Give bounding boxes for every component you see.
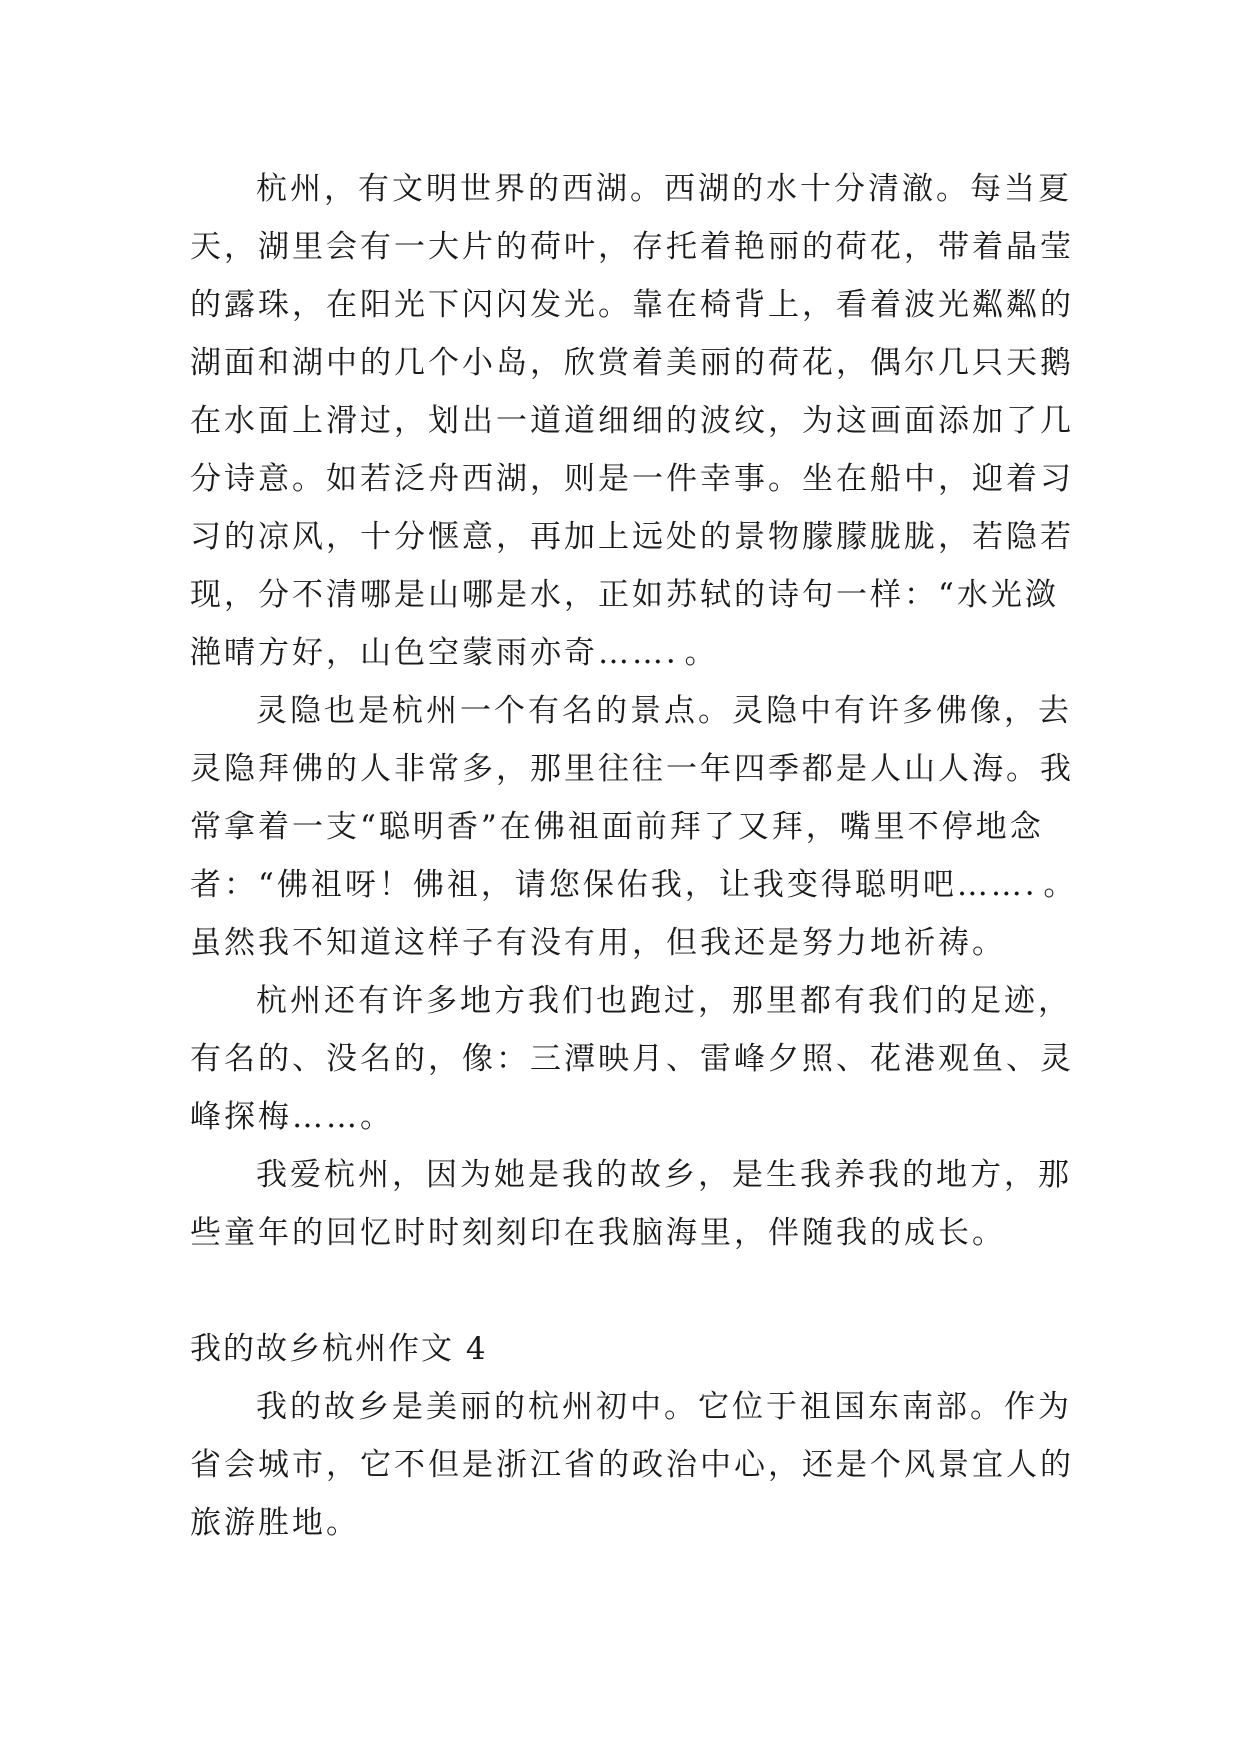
- paragraph-lingyin: [190, 682, 1078, 972]
- paragraph-love-hangzhou: [190, 1146, 1072, 1262]
- paragraph-line: 我爱杭州，因为她是我的故乡，是生我养我的地方，那: [256, 1157, 1072, 1193]
- document-page: [190, 160, 1078, 1552]
- paragraph-line: 滟晴方好，山色空蒙雨亦奇……．。: [190, 635, 719, 671]
- paragraph-line: 常拿着一支“聪明香”在佛祖面前拜了又拜，嘴里不停地念: [190, 809, 1044, 845]
- paragraph-line: 杭州，有文明世界的西湖。西湖的水十分清澈。每当夏: [256, 171, 1072, 207]
- paragraph-line: 峰探梅……。: [190, 1099, 394, 1135]
- paragraph-line: 有名的、没名的，像：三潭映月、雷峰夕照、花港观鱼、灵: [190, 1041, 1074, 1077]
- paragraph-line: 我的故乡是美丽的杭州初中。它位于祖国东南部。作为: [256, 1389, 1072, 1425]
- paragraph-essay-4-intro: [190, 1378, 1074, 1552]
- paragraph-line: 杭州还有许多地方我们也跑过，那里都有我们的足迹，: [256, 983, 1072, 1019]
- paragraph-line: 现，分不清哪是山哪是水，正如苏轼的诗句一样：“水光潋: [190, 577, 1059, 613]
- paragraph-line: 旅游胜地。: [190, 1505, 360, 1541]
- paragraph-line: 湖面和湖中的几个小岛，欣赏着美丽的荷花，偶尔几只天鹅: [190, 345, 1074, 381]
- section-heading: 我的故乡杭州作文 4: [190, 1331, 488, 1367]
- paragraph-line: 灵隐拜佛的人非常多，那里往往一年四季都是人山人海。我: [190, 751, 1074, 787]
- paragraph-line: 分诗意。如若泛舟西湖，则是一件幸事。坐在船中，迎着习: [190, 461, 1074, 497]
- paragraph-west-lake: [190, 160, 1074, 682]
- paragraph-line: 在水面上滑过，划出一道道细细的波纹，为这画面添加了几: [190, 403, 1074, 439]
- paragraph-line: 者：“佛祖呀！佛祖，请您保佑我，让我变得聪明吧……．。: [190, 867, 1078, 903]
- paragraph-line: 天，湖里会有一大片的荷叶，存托着艳丽的荷花，带着晶莹: [190, 229, 1074, 265]
- paragraph-line: 些童年的回忆时时刻刻印在我脑海里，伴随我的成长。: [190, 1215, 1006, 1251]
- paragraph-line: 省会城市，它不但是浙江省的政治中心，还是个风景宜人的: [190, 1447, 1074, 1483]
- paragraph-line: 的露珠，在阳光下闪闪发光。靠在椅背上，看着波光粼粼的: [190, 287, 1074, 323]
- paragraph-other-places: [190, 972, 1074, 1146]
- paragraph-line: 虽然我不知道这样子有没有用，但我还是努力地祈祷。: [190, 925, 1006, 961]
- paragraph-line: 习的凉风，十分惬意，再加上远处的景物朦朦胧胧，若隐若: [190, 519, 1074, 555]
- paragraph-line: 灵隐也是杭州一个有名的景点。灵隐中有许多佛像，去: [256, 693, 1072, 729]
